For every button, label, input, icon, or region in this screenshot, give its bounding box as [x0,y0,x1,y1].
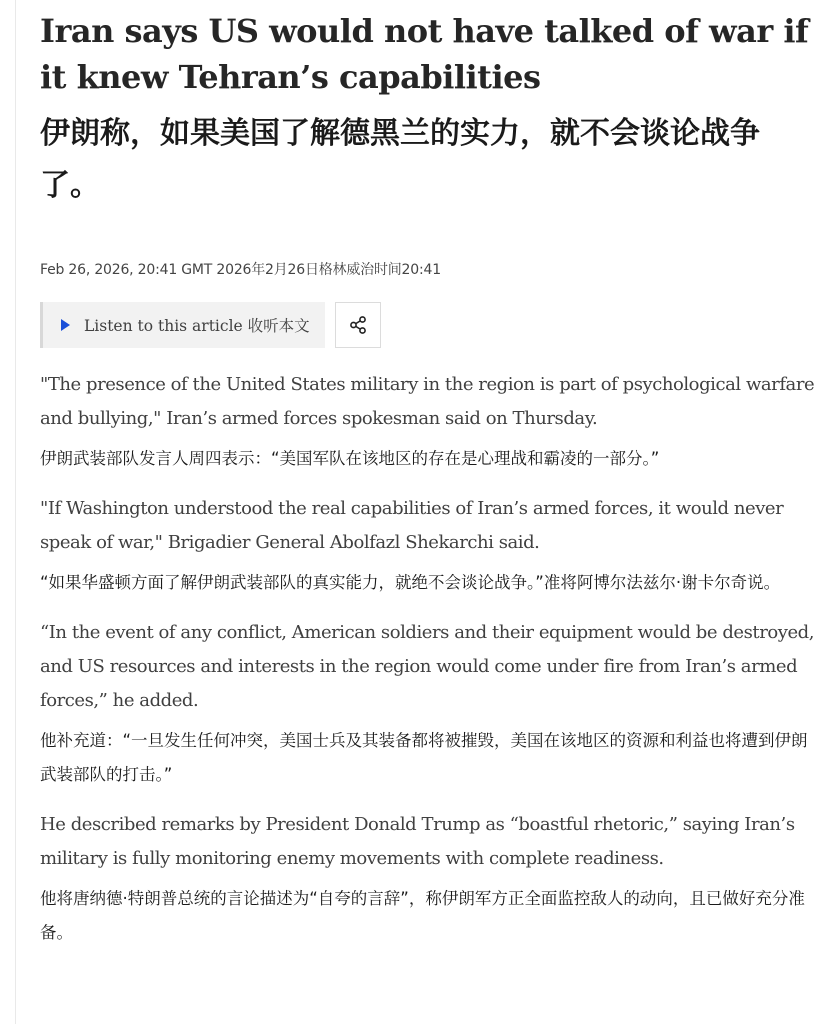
paragraph-chinese: 伊朗武装部队发言人周四表示：“美国军队在该地区的存在是心理战和霸凌的一部分。” [40,449,660,468]
share-button[interactable] [335,302,381,348]
paragraph-chinese: 他补充道：“一旦发生任何冲突，美国士兵及其装备都将被摧毁，美国在该地区的资源和利益也将遭到伊朗武装部队的打击。” [40,731,808,784]
listen-label: Listen to this article 收听本文 [84,317,310,335]
share-icon [348,315,368,335]
paragraph-english: “In the event of any conflict, American soldiers and their equipment would be destroyed, and US resources and interests in the region would come under fire from Iran’s armed forces,” he added. [40,622,814,711]
article-body [40,368,815,950]
paragraph-block [40,808,815,950]
dateline: Feb 26, 2026, 20:41 GMT 2026年2月26日格林威治时间20:41 [40,262,441,278]
paragraph-english: "The presence of the United States military in the region is part of psychological warfare and bullying," Iran’s armed forces spokesman said on Thursday. [40,374,815,429]
paragraph-block [40,492,815,600]
paragraph-chinese: “如果华盛顿方面了解伊朗武装部队的真实能力，就绝不会谈论战争。”准将阿博尔法兹尔·谢卡尔奇说。 [40,573,781,592]
paragraph-english: He described remarks by President Donald Trump as “boastful rhetoric,” saying Iran’s military is fully monitoring enemy movements with complete readiness. [40,814,795,869]
paragraph-chinese: 他将唐纳德·特朗普总统的言论描述为“自夸的言辞”，称伊朗军方正全面监控敌人的动向，且已做好充分准备。 [40,889,805,942]
paragraph-block [40,616,815,792]
headline-chinese: 伊朗称，如果美国了解德黑兰的实力，就不会谈论战争了。 [40,116,760,203]
paragraph-english: "If Washington understood the real capabilities of Iran’s armed forces, it would never speak of war," Brigadier General Abolfazl Shekarchi said. [40,498,784,553]
headline-english: Iran says US would not have talked of war if it knew Tehran’s capabilities [40,12,809,96]
play-icon [61,319,70,331]
listen-to-article-button[interactable] [40,302,325,348]
article [40,0,815,966]
left-divider [15,0,16,1024]
paragraph-block [40,368,815,476]
article-controls [40,302,815,348]
